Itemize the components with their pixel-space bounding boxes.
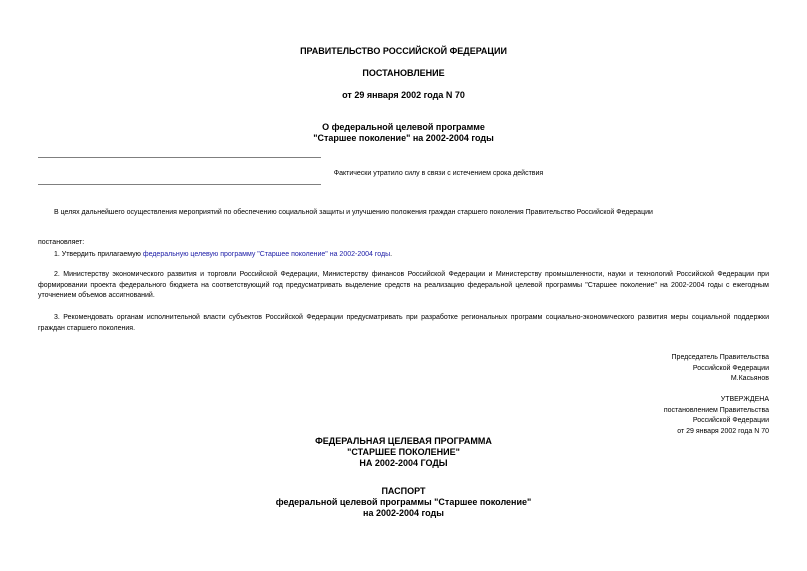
approval-line4: от 29 января 2002 года N 70	[677, 427, 769, 435]
item-1-suffix: .	[390, 251, 393, 258]
program-title-line1: ФЕДЕРАЛЬНАЯ ЦЕЛЕВАЯ ПРОГРАММА	[315, 436, 492, 446]
approval-block	[519, 395, 769, 437]
item-2: 2. Министерству экономического развития и торговли Российской Федерации, Министерству финансов Российской Федерации и Министерству промышленности, науки и технологий Российской Федерации при формировании проекта федерального бюджета на соответствующий год предусматривать выделение средств на реализацию федеральной целевой программы "Старшее поколение" на 2002-2004 годы с ежегодным уточнением объемов ассигнований.	[38, 271, 769, 299]
decides-label: постановляет:	[38, 239, 85, 246]
program-title-line2: "СТАРШЕЕ ПОКОЛЕНИЕ"	[347, 447, 460, 457]
signature-block	[519, 353, 769, 385]
item-1-prefix: 1. Утвердить прилагаемую	[54, 251, 143, 258]
item-3: 3. Рекомендовать органам исполнительной власти субъектов Российской Федерации предусматривать при разработке региональных программ социально-экономического развития меры социальной поддержки граждан старшего поколения.	[38, 314, 769, 332]
signature-line2: Российской Федерации	[692, 364, 769, 372]
document-title-line1: О федеральной целевой программе	[322, 122, 485, 132]
divider-top	[38, 157, 321, 158]
approval-line1: УТВЕРЖДЕНА	[720, 396, 769, 403]
document-title-line2: "Старшее поколение" на 2002-2004 годы	[313, 133, 494, 143]
status-note: Фактически утратило силу в связи с истечением срока действия	[333, 170, 544, 177]
signature-line3: М.Касьянов	[730, 375, 769, 382]
approval-line2: постановлением Правительства	[663, 406, 769, 414]
program-link[interactable]: федеральную целевую программу "Старшее поколение" на 2002-2004 годы	[142, 251, 391, 258]
passport-title-line3: на 2002-2004 годы	[363, 508, 444, 518]
divider-bottom	[38, 184, 321, 185]
document-type: ПОСТАНОВЛЕНИЕ	[362, 68, 445, 78]
approval-line3: Российской Федерации	[692, 417, 769, 424]
document-date-number: от 29 января 2002 года N 70	[342, 90, 465, 100]
government-heading: ПРАВИТЕЛЬСТВО РОССИЙСКОЙ ФЕДЕРАЦИИ	[300, 46, 507, 56]
passport-title-line2: федеральной целевой программы "Старшее поколение"	[275, 497, 532, 507]
passport-title-line1: ПАСПОРТ	[381, 486, 426, 496]
item-1	[38, 250, 769, 261]
signature-line1: Председатель Правительства	[671, 354, 769, 361]
preamble: В целях дальнейшего осуществления мероприятий по обеспечению социальной защиты и улучшению положения граждан старшего поколения Правительство Российской Федерации	[54, 209, 653, 216]
program-title-line3: НА 2002-2004 ГОДЫ	[359, 458, 448, 468]
